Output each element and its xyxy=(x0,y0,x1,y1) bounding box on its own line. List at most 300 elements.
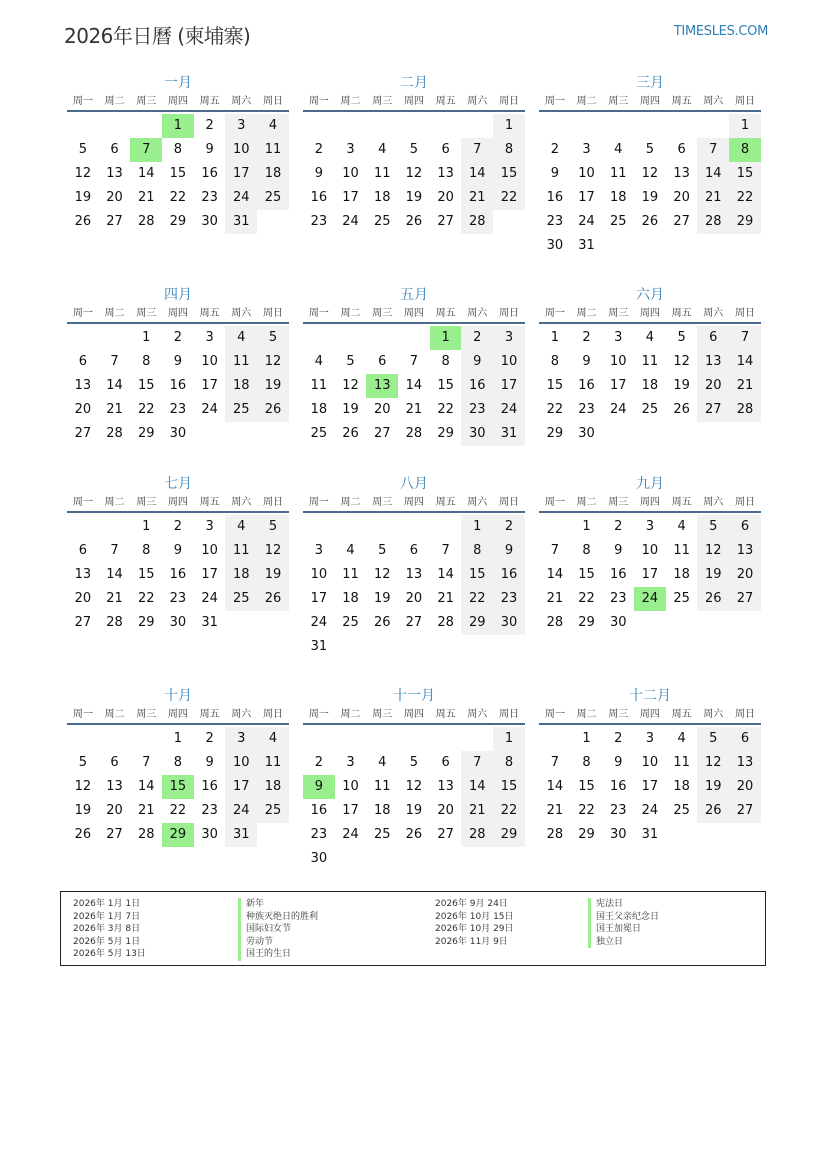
day-cell[interactable]: 7 xyxy=(729,326,761,350)
day-cell[interactable]: 23 xyxy=(609,591,627,606)
day-cell[interactable]: 7 xyxy=(461,751,493,775)
day-cell[interactable]: 2 xyxy=(314,755,323,770)
day-cell[interactable]: 22 xyxy=(729,186,761,210)
day-cell[interactable]: 9 xyxy=(614,543,623,558)
day-cell[interactable]: 18 xyxy=(342,591,359,606)
day-cell[interactable]: 7 xyxy=(110,354,119,369)
day-cell[interactable]: 26 xyxy=(697,587,729,611)
day-cell[interactable]: 29 xyxy=(578,827,595,842)
day-cell[interactable]: 16 xyxy=(546,190,564,205)
day-cell[interactable]: 27 xyxy=(373,426,391,441)
day-cell[interactable]: 28 xyxy=(546,615,564,630)
day-cell[interactable]: 22 xyxy=(169,803,187,818)
day-cell[interactable]: 8 xyxy=(142,543,151,558)
day-cell[interactable]: 16 xyxy=(201,166,218,181)
day-cell[interactable]: 23 xyxy=(609,803,627,818)
day-cell[interactable]: 7 xyxy=(697,138,729,162)
day-cell[interactable]: 20 xyxy=(437,803,454,818)
day-cell[interactable]: 9 xyxy=(173,354,183,369)
day-cell[interactable]: 21 xyxy=(697,186,729,210)
day-cell[interactable]: 12 xyxy=(373,567,391,582)
day-cell[interactable]: 16 xyxy=(609,779,627,794)
day-cell[interactable]: 27 xyxy=(729,799,761,823)
day-cell[interactable]: 26 xyxy=(342,426,359,441)
day-cell[interactable]: 7 xyxy=(409,354,419,369)
day-cell[interactable]: 5 xyxy=(346,354,355,369)
day-cell[interactable]: 19 xyxy=(257,374,289,398)
day-cell[interactable]: 19 xyxy=(697,775,729,799)
day-cell[interactable]: 1 xyxy=(162,114,194,138)
day-cell[interactable]: 2 xyxy=(461,326,493,350)
day-cell[interactable]: 24 xyxy=(225,186,257,210)
day-cell[interactable]: 25 xyxy=(373,214,391,229)
day-cell[interactable]: 25 xyxy=(373,827,391,842)
day-cell[interactable]: 28 xyxy=(729,398,761,422)
day-cell[interactable]: 29 xyxy=(169,214,187,229)
day-cell[interactable]: 23 xyxy=(201,190,218,205)
day-cell[interactable]: 14 xyxy=(405,378,423,393)
day-cell[interactable]: 10 xyxy=(641,755,659,770)
day-cell[interactable]: 9 xyxy=(303,775,335,799)
day-cell[interactable]: 31 xyxy=(201,615,218,630)
day-cell[interactable]: 14 xyxy=(106,378,123,393)
day-cell[interactable]: 4 xyxy=(378,142,387,157)
day-cell[interactable]: 28 xyxy=(106,615,123,630)
day-cell[interactable]: 11 xyxy=(225,539,257,563)
day-cell[interactable]: 19 xyxy=(405,803,423,818)
day-cell[interactable]: 29 xyxy=(461,611,493,635)
day-cell[interactable]: 17 xyxy=(641,567,659,582)
day-cell[interactable]: 25 xyxy=(257,186,289,210)
day-cell[interactable]: 12 xyxy=(697,751,729,775)
day-cell[interactable]: 26 xyxy=(74,827,92,842)
day-cell[interactable]: 10 xyxy=(225,751,257,775)
day-cell[interactable]: 10 xyxy=(342,779,359,794)
day-cell[interactable]: 24 xyxy=(641,803,659,818)
day-cell[interactable]: 15 xyxy=(137,567,155,582)
day-cell[interactable]: 21 xyxy=(137,190,155,205)
day-cell[interactable]: 4 xyxy=(346,543,355,558)
day-cell[interactable]: 29 xyxy=(437,426,454,441)
day-cell[interactable]: 9 xyxy=(550,166,559,181)
day-cell[interactable]: 23 xyxy=(169,402,187,417)
day-cell[interactable]: 15 xyxy=(546,378,564,393)
day-cell[interactable]: 3 xyxy=(314,543,323,558)
day-cell[interactable]: 24 xyxy=(342,214,359,229)
day-cell[interactable]: 8 xyxy=(729,138,761,162)
day-cell[interactable]: 14 xyxy=(697,162,729,186)
day-cell[interactable]: 1 xyxy=(493,114,525,138)
day-cell[interactable]: 12 xyxy=(74,166,92,181)
day-cell[interactable]: 30 xyxy=(169,426,187,441)
day-cell[interactable]: 29 xyxy=(137,426,155,441)
day-cell[interactable]: 16 xyxy=(493,563,525,587)
day-cell[interactable]: 17 xyxy=(201,567,218,582)
day-cell[interactable]: 27 xyxy=(74,615,92,630)
day-cell[interactable]: 2 xyxy=(205,118,214,133)
day-cell[interactable]: 11 xyxy=(673,543,690,558)
day-cell[interactable]: 3 xyxy=(205,330,214,345)
day-cell[interactable]: 7 xyxy=(142,755,151,770)
day-cell[interactable]: 14 xyxy=(729,350,761,374)
day-cell[interactable]: 5 xyxy=(78,755,87,770)
day-cell[interactable]: 26 xyxy=(257,587,289,611)
day-cell[interactable]: 8 xyxy=(441,354,450,369)
day-cell[interactable]: 14 xyxy=(461,162,493,186)
day-cell[interactable]: 28 xyxy=(461,210,493,234)
day-cell[interactable]: 17 xyxy=(225,162,257,186)
day-cell[interactable]: 16 xyxy=(609,567,627,582)
day-cell[interactable]: 16 xyxy=(310,803,328,818)
day-cell[interactable]: 24 xyxy=(578,214,595,229)
day-cell[interactable]: 31 xyxy=(578,238,595,253)
day-cell[interactable]: 20 xyxy=(373,402,391,417)
day-cell[interactable]: 12 xyxy=(697,539,729,563)
day-cell[interactable]: 18 xyxy=(609,190,627,205)
day-cell[interactable]: 31 xyxy=(225,210,257,234)
day-cell[interactable]: 29 xyxy=(493,823,525,847)
day-cell[interactable]: 29 xyxy=(578,615,595,630)
day-cell[interactable]: 24 xyxy=(342,827,359,842)
day-cell[interactable]: 24 xyxy=(634,587,666,611)
day-cell[interactable]: 27 xyxy=(74,426,92,441)
day-cell[interactable]: 2 xyxy=(205,731,214,746)
day-cell[interactable]: 1 xyxy=(461,515,493,539)
day-cell[interactable]: 17 xyxy=(641,779,659,794)
day-cell[interactable]: 26 xyxy=(257,398,289,422)
day-cell[interactable]: 20 xyxy=(437,190,454,205)
day-cell[interactable]: 3 xyxy=(205,519,214,534)
day-cell[interactable]: 13 xyxy=(106,779,123,794)
day-cell[interactable]: 4 xyxy=(677,731,686,746)
day-cell[interactable]: 24 xyxy=(609,402,627,417)
day-cell[interactable]: 26 xyxy=(405,214,423,229)
day-cell[interactable]: 4 xyxy=(677,519,686,534)
day-cell[interactable]: 30 xyxy=(609,615,627,630)
day-cell[interactable]: 3 xyxy=(645,731,655,746)
day-cell[interactable]: 10 xyxy=(641,543,659,558)
day-cell[interactable]: 8 xyxy=(461,539,493,563)
day-cell[interactable]: 13 xyxy=(437,166,454,181)
day-cell[interactable]: 8 xyxy=(493,138,525,162)
day-cell[interactable]: 4 xyxy=(225,326,257,350)
day-cell[interactable]: 13 xyxy=(405,567,423,582)
day-cell[interactable]: 5 xyxy=(378,543,387,558)
day-cell[interactable]: 25 xyxy=(225,587,257,611)
day-cell[interactable]: 5 xyxy=(257,515,289,539)
day-cell[interactable]: 25 xyxy=(609,214,627,229)
day-cell[interactable]: 30 xyxy=(546,238,564,253)
day-cell[interactable]: 19 xyxy=(697,563,729,587)
day-cell[interactable]: 11 xyxy=(225,350,257,374)
day-cell[interactable]: 22 xyxy=(493,186,525,210)
day-cell[interactable]: 15 xyxy=(493,162,525,186)
day-cell[interactable]: 30 xyxy=(493,611,525,635)
day-cell[interactable]: 8 xyxy=(173,142,183,157)
day-cell[interactable]: 14 xyxy=(546,779,564,794)
day-cell[interactable]: 1 xyxy=(582,519,591,534)
day-cell[interactable]: 17 xyxy=(310,591,328,606)
day-cell[interactable]: 20 xyxy=(106,190,123,205)
day-cell[interactable]: 23 xyxy=(546,214,564,229)
day-cell[interactable]: 24 xyxy=(493,398,525,422)
day-cell[interactable]: 13 xyxy=(697,350,729,374)
day-cell[interactable]: 27 xyxy=(437,214,454,229)
day-cell[interactable]: 2 xyxy=(582,330,591,345)
day-cell[interactable]: 30 xyxy=(461,422,493,446)
day-cell[interactable]: 15 xyxy=(729,162,761,186)
day-cell[interactable]: 12 xyxy=(342,378,359,393)
day-cell[interactable]: 30 xyxy=(169,615,187,630)
day-cell[interactable]: 22 xyxy=(461,587,493,611)
day-cell[interactable]: 10 xyxy=(493,350,525,374)
day-cell[interactable]: 21 xyxy=(461,186,493,210)
day-cell[interactable]: 14 xyxy=(106,567,123,582)
day-cell[interactable]: 6 xyxy=(110,755,119,770)
day-cell[interactable]: 21 xyxy=(437,591,454,606)
day-cell[interactable]: 17 xyxy=(342,190,359,205)
day-cell[interactable]: 30 xyxy=(609,827,627,842)
day-cell[interactable]: 7 xyxy=(550,543,559,558)
day-cell[interactable]: 13 xyxy=(366,374,398,398)
day-cell[interactable]: 5 xyxy=(645,142,655,157)
day-cell[interactable]: 10 xyxy=(342,166,359,181)
day-cell[interactable]: 15 xyxy=(437,378,454,393)
day-cell[interactable]: 21 xyxy=(106,591,123,606)
day-cell[interactable]: 19 xyxy=(373,591,391,606)
day-cell[interactable]: 27 xyxy=(405,615,423,630)
day-cell[interactable]: 20 xyxy=(729,563,761,587)
day-cell[interactable]: 16 xyxy=(578,378,595,393)
day-cell[interactable]: 21 xyxy=(137,803,155,818)
day-cell[interactable]: 18 xyxy=(673,779,690,794)
day-cell[interactable]: 6 xyxy=(729,515,761,539)
day-cell[interactable]: 1 xyxy=(173,731,183,746)
day-cell[interactable]: 6 xyxy=(78,543,87,558)
day-cell[interactable]: 21 xyxy=(546,591,564,606)
day-cell[interactable]: 15 xyxy=(137,378,155,393)
day-cell[interactable]: 31 xyxy=(225,823,257,847)
day-cell[interactable]: 22 xyxy=(493,799,525,823)
day-cell[interactable]: 11 xyxy=(310,378,328,393)
day-cell[interactable]: 28 xyxy=(546,827,564,842)
day-cell[interactable]: 28 xyxy=(697,210,729,234)
day-cell[interactable]: 19 xyxy=(673,378,690,393)
day-cell[interactable]: 28 xyxy=(106,426,123,441)
day-cell[interactable]: 6 xyxy=(697,326,729,350)
day-cell[interactable]: 17 xyxy=(578,190,595,205)
day-cell[interactable]: 18 xyxy=(225,563,257,587)
day-cell[interactable]: 12 xyxy=(405,166,423,181)
day-cell[interactable]: 9 xyxy=(205,142,214,157)
day-cell[interactable]: 24 xyxy=(310,615,328,630)
day-cell[interactable]: 5 xyxy=(78,142,87,157)
day-cell[interactable]: 19 xyxy=(342,402,359,417)
day-cell[interactable]: 9 xyxy=(205,755,214,770)
day-cell[interactable]: 11 xyxy=(257,751,289,775)
day-cell[interactable]: 26 xyxy=(405,827,423,842)
day-cell[interactable]: 2 xyxy=(550,142,559,157)
day-cell[interactable]: 6 xyxy=(110,142,119,157)
day-cell[interactable]: 16 xyxy=(201,779,218,794)
day-cell[interactable]: 11 xyxy=(257,138,289,162)
day-cell[interactable]: 6 xyxy=(409,543,419,558)
day-cell[interactable]: 5 xyxy=(677,330,686,345)
day-cell[interactable]: 2 xyxy=(614,519,623,534)
day-cell[interactable]: 22 xyxy=(578,591,595,606)
day-cell[interactable]: 13 xyxy=(729,751,761,775)
day-cell[interactable]: 8 xyxy=(582,543,591,558)
day-cell[interactable]: 12 xyxy=(673,354,690,369)
day-cell[interactable]: 23 xyxy=(201,803,218,818)
day-cell[interactable]: 1 xyxy=(493,727,525,751)
day-cell[interactable]: 8 xyxy=(493,751,525,775)
day-cell[interactable]: 18 xyxy=(673,567,690,582)
day-cell[interactable]: 14 xyxy=(437,567,454,582)
day-cell[interactable]: 7 xyxy=(130,138,162,162)
day-cell[interactable]: 16 xyxy=(461,374,493,398)
day-cell[interactable]: 27 xyxy=(697,398,729,422)
day-cell[interactable]: 23 xyxy=(578,402,595,417)
day-cell[interactable]: 27 xyxy=(106,214,123,229)
day-cell[interactable]: 18 xyxy=(257,775,289,799)
day-cell[interactable]: 31 xyxy=(310,639,328,654)
day-cell[interactable]: 27 xyxy=(106,827,123,842)
day-cell[interactable]: 15 xyxy=(493,775,525,799)
day-cell[interactable]: 29 xyxy=(729,210,761,234)
day-cell[interactable]: 13 xyxy=(74,567,92,582)
day-cell[interactable]: 21 xyxy=(405,402,423,417)
day-cell[interactable]: 9 xyxy=(461,350,493,374)
day-cell[interactable]: 18 xyxy=(373,803,391,818)
day-cell[interactable]: 25 xyxy=(225,398,257,422)
day-cell[interactable]: 12 xyxy=(257,350,289,374)
day-cell[interactable]: 1 xyxy=(729,114,761,138)
day-cell[interactable]: 2 xyxy=(173,519,183,534)
day-cell[interactable]: 24 xyxy=(201,402,218,417)
day-cell[interactable]: 22 xyxy=(437,402,454,417)
day-cell[interactable]: 10 xyxy=(609,354,627,369)
day-cell[interactable]: 6 xyxy=(677,142,686,157)
day-cell[interactable]: 14 xyxy=(461,775,493,799)
day-cell[interactable]: 23 xyxy=(310,827,328,842)
day-cell[interactable]: 6 xyxy=(78,354,87,369)
day-cell[interactable]: 27 xyxy=(729,587,761,611)
day-cell[interactable]: 13 xyxy=(673,166,690,181)
day-cell[interactable]: 4 xyxy=(378,755,387,770)
day-cell[interactable]: 13 xyxy=(729,539,761,563)
day-cell[interactable]: 26 xyxy=(673,402,690,417)
day-cell[interactable]: 3 xyxy=(346,142,355,157)
day-cell[interactable]: 19 xyxy=(74,190,92,205)
day-cell[interactable]: 7 xyxy=(441,543,450,558)
day-cell[interactable]: 11 xyxy=(373,779,391,794)
day-cell[interactable]: 11 xyxy=(373,166,391,181)
day-cell[interactable]: 20 xyxy=(405,591,423,606)
day-cell[interactable]: 11 xyxy=(342,567,359,582)
day-cell[interactable]: 25 xyxy=(673,591,690,606)
day-cell[interactable]: 20 xyxy=(697,374,729,398)
day-cell[interactable]: 6 xyxy=(441,755,450,770)
day-cell[interactable]: 22 xyxy=(169,190,187,205)
day-cell[interactable]: 19 xyxy=(257,563,289,587)
day-cell[interactable]: 8 xyxy=(550,354,559,369)
day-cell[interactable]: 19 xyxy=(641,190,659,205)
day-cell[interactable]: 2 xyxy=(614,731,623,746)
day-cell[interactable]: 1 xyxy=(582,731,591,746)
day-cell[interactable]: 12 xyxy=(405,779,423,794)
day-cell[interactable]: 17 xyxy=(201,378,218,393)
day-cell[interactable]: 20 xyxy=(673,190,690,205)
day-cell[interactable]: 12 xyxy=(257,539,289,563)
day-cell[interactable]: 13 xyxy=(106,166,123,181)
day-cell[interactable]: 3 xyxy=(225,114,257,138)
day-cell[interactable]: 18 xyxy=(257,162,289,186)
day-cell[interactable]: 13 xyxy=(74,378,92,393)
day-cell[interactable]: 3 xyxy=(645,519,655,534)
day-cell[interactable]: 2 xyxy=(173,330,183,345)
day-cell[interactable]: 9 xyxy=(493,539,525,563)
day-cell[interactable]: 7 xyxy=(110,543,119,558)
day-cell[interactable]: 16 xyxy=(310,190,328,205)
day-cell[interactable]: 24 xyxy=(225,799,257,823)
day-cell[interactable]: 9 xyxy=(582,354,591,369)
day-cell[interactable]: 3 xyxy=(346,755,355,770)
day-cell[interactable]: 8 xyxy=(582,755,591,770)
day-cell[interactable]: 19 xyxy=(74,803,92,818)
day-cell[interactable]: 15 xyxy=(461,563,493,587)
day-cell[interactable]: 22 xyxy=(578,803,595,818)
day-cell[interactable]: 18 xyxy=(310,402,328,417)
day-cell[interactable]: 21 xyxy=(546,803,564,818)
day-cell[interactable]: 30 xyxy=(578,426,595,441)
day-cell[interactable]: 18 xyxy=(373,190,391,205)
day-cell[interactable]: 6 xyxy=(729,727,761,751)
day-cell[interactable]: 17 xyxy=(225,775,257,799)
day-cell[interactable]: 15 xyxy=(578,567,595,582)
day-cell[interactable]: 1 xyxy=(142,330,151,345)
day-cell[interactable]: 15 xyxy=(578,779,595,794)
day-cell[interactable]: 21 xyxy=(106,402,123,417)
day-cell[interactable]: 10 xyxy=(225,138,257,162)
day-cell[interactable]: 24 xyxy=(201,591,218,606)
day-cell[interactable]: 4 xyxy=(645,330,655,345)
day-cell[interactable]: 4 xyxy=(257,114,289,138)
day-cell[interactable]: 3 xyxy=(493,326,525,350)
day-cell[interactable]: 16 xyxy=(169,567,187,582)
day-cell[interactable]: 30 xyxy=(201,827,218,842)
day-cell[interactable]: 12 xyxy=(74,779,92,794)
day-cell[interactable]: 29 xyxy=(137,615,155,630)
day-cell[interactable]: 2 xyxy=(314,142,323,157)
day-cell[interactable]: 28 xyxy=(461,823,493,847)
day-cell[interactable]: 14 xyxy=(137,166,155,181)
day-cell[interactable]: 17 xyxy=(342,803,359,818)
day-cell[interactable]: 1 xyxy=(142,519,151,534)
day-cell[interactable]: 25 xyxy=(673,803,690,818)
day-cell[interactable]: 26 xyxy=(373,615,391,630)
day-cell[interactable]: 3 xyxy=(225,727,257,751)
site-link[interactable]: TIMESLES.COM xyxy=(673,24,768,39)
day-cell[interactable]: 1 xyxy=(550,330,559,345)
day-cell[interactable]: 11 xyxy=(641,354,659,369)
day-cell[interactable]: 22 xyxy=(137,402,155,417)
day-cell[interactable]: 10 xyxy=(578,166,595,181)
day-cell[interactable]: 26 xyxy=(74,214,92,229)
day-cell[interactable]: 29 xyxy=(162,823,194,847)
day-cell[interactable]: 11 xyxy=(673,755,690,770)
day-cell[interactable]: 20 xyxy=(729,775,761,799)
